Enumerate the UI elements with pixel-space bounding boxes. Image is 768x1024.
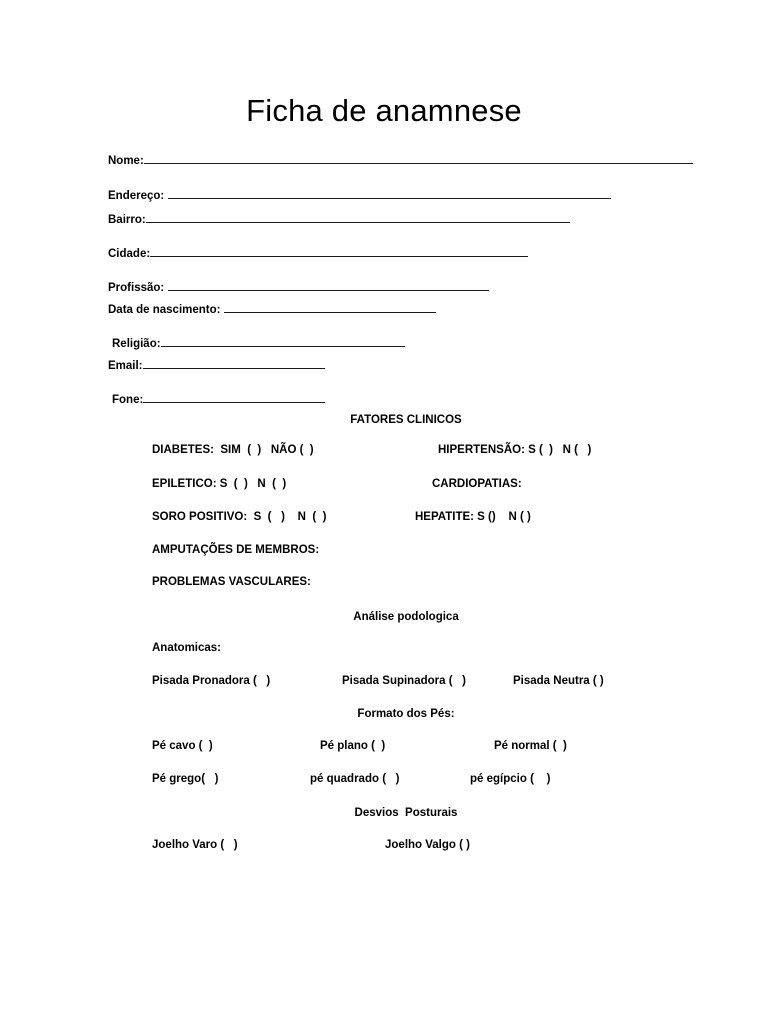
page-title: Ficha de anamnese	[246, 93, 522, 128]
field-row	[112, 391, 325, 407]
field-row	[108, 301, 436, 317]
field-write-in-line[interactable]	[161, 335, 405, 347]
anatomic-row	[0, 643, 768, 678]
field-write-in-line[interactable]	[143, 391, 325, 403]
section-heading-foot-shape: Formato dos Pés:	[357, 708, 455, 720]
foot-shape-item[interactable]: Pé grego( )	[152, 773, 219, 785]
clinical-item-right[interactable]: CARDIOPATIAS:	[432, 478, 522, 490]
field-row	[112, 335, 405, 351]
foot-shape-item[interactable]: Pé normal ( )	[494, 740, 567, 752]
field-label: Profissão:	[108, 282, 165, 294]
foot-shape-item[interactable]: Pé cavo ( )	[152, 740, 213, 752]
clinical-item[interactable]: PROBLEMAS VASCULARES:	[152, 576, 311, 588]
field-write-in-line[interactable]	[168, 187, 611, 199]
field-write-in-line[interactable]	[144, 152, 693, 164]
postural-item[interactable]: Joelho Varo ( )	[152, 839, 238, 851]
clinical-item-right[interactable]: HEPATITE: S () N ( )	[415, 511, 531, 523]
field-label: Email:	[108, 360, 143, 372]
postural-item[interactable]: Joelho Valgo ( )	[385, 839, 470, 851]
field-row	[108, 152, 693, 168]
field-label: Religião:	[112, 338, 161, 350]
clinical-item-right[interactable]: HIPERTENSÃO: S ( ) N ( )	[438, 444, 592, 456]
foot-shape-item[interactable]: Pé plano ( )	[320, 740, 386, 752]
field-label: Data de nascimento:	[108, 304, 221, 316]
clinical-item-left[interactable]: SORO POSITIVO: S ( ) N ( )	[152, 511, 327, 523]
gait-item[interactable]: Pisada Pronadora ( )	[152, 675, 271, 687]
anatomic-label: Anatomicas:	[152, 642, 222, 654]
section-heading-podology: Análise podologica	[353, 611, 459, 623]
field-label: Bairro:	[108, 214, 146, 226]
field-row	[108, 245, 528, 261]
gait-item[interactable]: Pisada Neutra ( )	[513, 675, 604, 687]
clinical-item[interactable]: AMPUTAÇÕES DE MEMBROS:	[152, 544, 320, 556]
foot-shape-item[interactable]: pé egípcio ( )	[470, 773, 551, 785]
gait-item[interactable]: Pisada Supinadora ( )	[342, 675, 466, 687]
field-write-in-line[interactable]	[150, 245, 528, 257]
field-row	[108, 279, 489, 295]
clinical-item-left[interactable]: EPILETICO: S ( ) N ( )	[152, 478, 287, 490]
section-heading-clinical: FATORES CLINICOS	[350, 414, 462, 426]
field-row	[108, 211, 570, 227]
field-write-in-line[interactable]	[224, 301, 436, 313]
field-label: Endereço:	[108, 190, 165, 202]
field-write-in-line[interactable]	[168, 279, 489, 291]
clinical-item-left[interactable]: DIABETES: SIM ( ) NÃO ( )	[152, 444, 314, 456]
field-row	[108, 187, 611, 203]
field-write-in-line[interactable]	[146, 211, 570, 223]
field-label: Fone:	[112, 394, 144, 406]
foot-shape-item[interactable]: pé quadrado ( )	[310, 773, 400, 785]
field-label: Nome:	[108, 155, 144, 167]
section-heading-postural: Desvios Posturais	[354, 807, 458, 819]
field-write-in-line[interactable]	[143, 357, 325, 369]
field-row	[108, 357, 325, 373]
field-label: Cidade:	[108, 248, 151, 260]
